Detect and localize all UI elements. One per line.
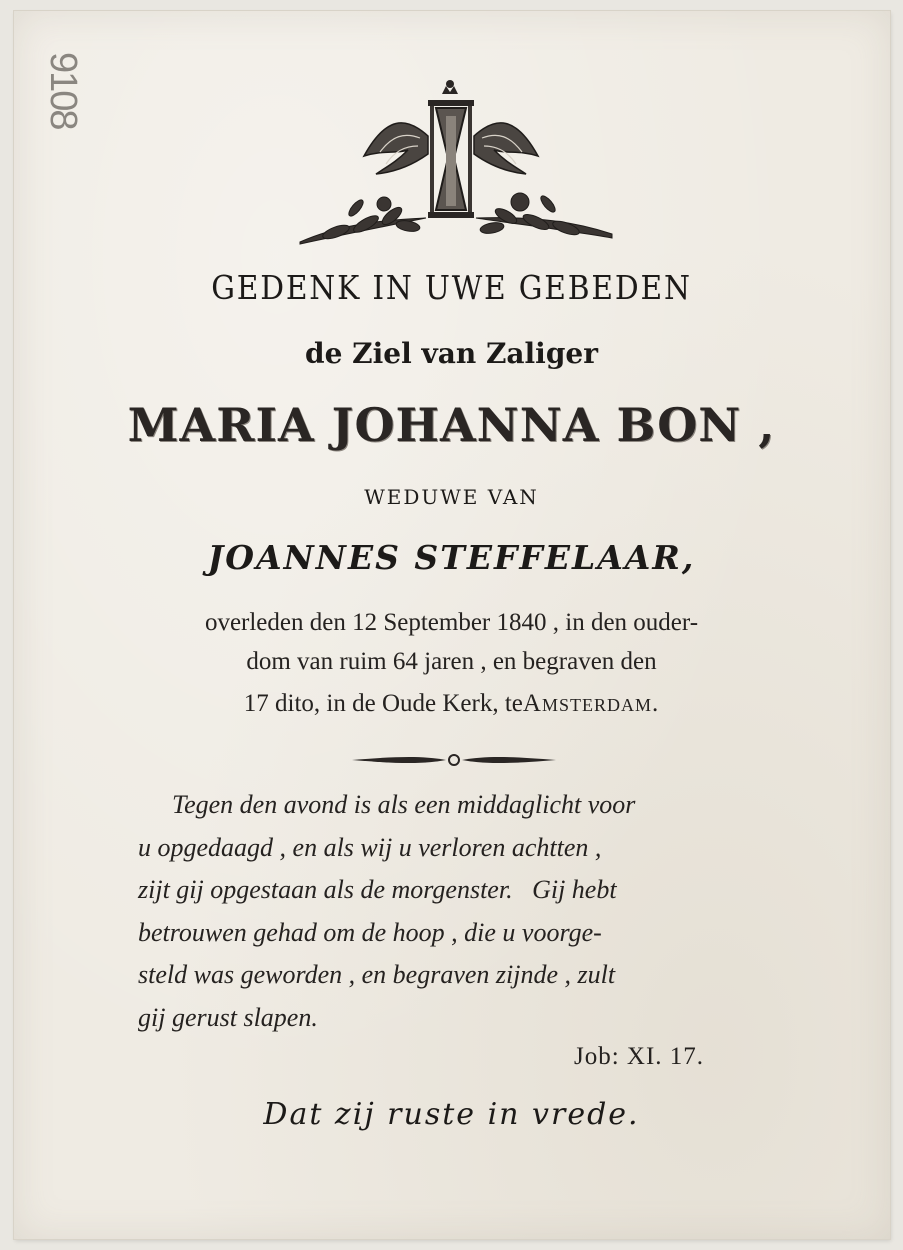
ornamental-divider-icon [350, 751, 558, 769]
subheading: de Ziel van Zaliger [305, 337, 598, 370]
husband-name: JOANNES STEFFELAAR, [207, 538, 696, 577]
deceased-name: MARIA JOHANNA BON , [127, 398, 776, 452]
verse-line-5: steld was geworden , en begraven zijnde , zult [138, 960, 616, 989]
heading: GEDENK IN UWE GEBEDEN [211, 268, 692, 307]
death-info-line-3 [0, 690, 903, 718]
widow-of-label: WEDUWE VAN [364, 485, 539, 509]
verse-line-6: gij gerust slapen. [138, 1003, 318, 1032]
death-info-line-2: dom van ruim 64 jaren , en begraven den [246, 648, 657, 675]
burial-place: Amsterdam. [522, 690, 660, 717]
death-info-line-1: overleden den 12 September 1840 , in den ouder- [204, 609, 699, 636]
winged-hourglass-icon [296, 76, 616, 251]
burial-text: 17 dito, in de Oude Kerk, te [243, 690, 523, 717]
verse-line-2: u opgedaagd , en als wij u verloren achtten , [138, 833, 602, 862]
archive-pencil-mark: 9108 [42, 52, 84, 129]
verse-line-4: betrouwen gehad om de hoop , die u voorge- [138, 918, 602, 947]
closing-blessing: Dat zij ruste in vrede. [263, 1097, 640, 1132]
verse-line-3: zijt gij opgestaan als de morgenster. Gij hebt [138, 875, 617, 904]
bible-citation: Job: XI. 17. [574, 1043, 705, 1070]
verse-line-1: Tegen den avond is als een middaglicht voor [172, 790, 636, 819]
